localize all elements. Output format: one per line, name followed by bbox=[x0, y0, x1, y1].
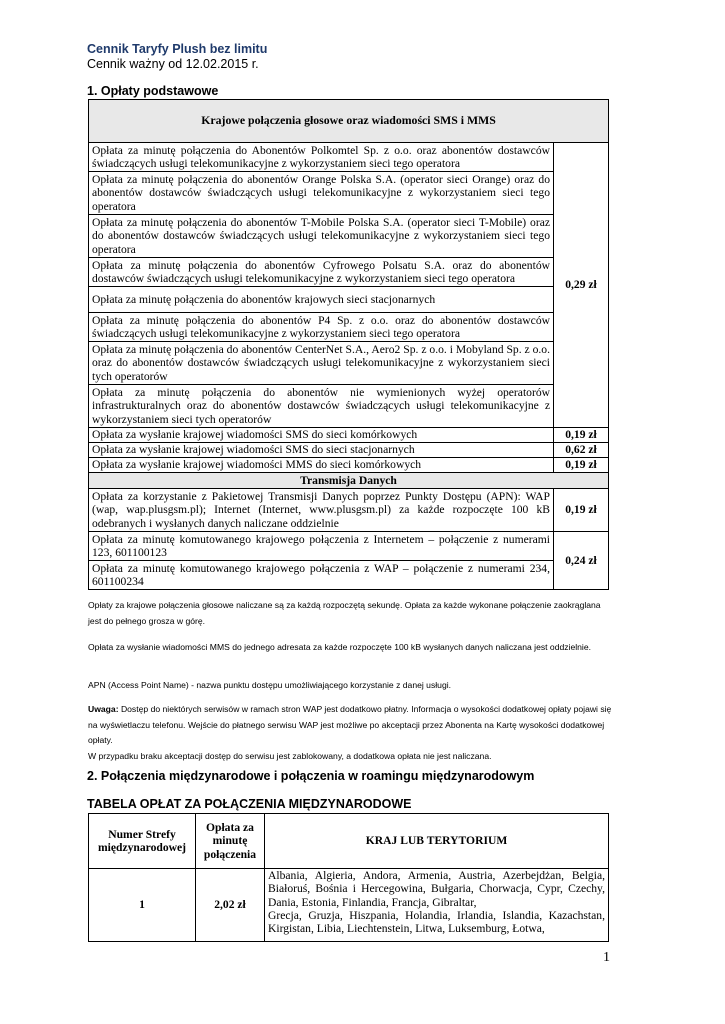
sms-mobile-price: 0,19 zł bbox=[554, 428, 609, 443]
packet-data-row: Opłata za korzystanie z Pakietowej Transmisji Danych poprzez Punkty Dostępu (APN): WAP (wap, wap.plusgsm.pl); Internet (Internet, www.plusgsm.pl) za każde rozpoczęte 100 kB odebranych i wysłanych danych naliczane oddzielnie bbox=[89, 489, 554, 532]
dialup-internet-row: Opłata za minutę komutowanego krajowego połączenia z Internetem – połączenie z numerami 123, 601100123 bbox=[89, 532, 554, 561]
zone-countries-part-1: Albania, Algieria, Andora, Armenia, Austria, Azerbejdżan, Belgia, Białoruś, Bośnia i Hercegowina, Bułgaria, Chorwacja, Cypr, Czechy, Dania, Estonia, Finlandia, Francja, Gibraltar, bbox=[268, 869, 605, 909]
fee-column-header: Opłata za minutę połączenia bbox=[196, 814, 265, 869]
voice-fee-row: Opłata za minutę połączenia do abonentów Cyfrowego Polsatu S.A. oraz do abonentów dostawców świadczących usługi telekomunikacyjne z wykorzystaniem sieci tego operatora bbox=[89, 258, 554, 287]
section2-heading: 2. Połączenia międzynarodowe i połączenia w roamingu międzynarodowym bbox=[87, 769, 535, 783]
sms-fixed-price: 0,62 zł bbox=[554, 443, 609, 458]
sms-mobile-row: Opłata za wysłanie krajowej wiadomości SMS do sieci komórkowych bbox=[89, 428, 554, 443]
dialup-price: 0,24 zł bbox=[554, 532, 609, 590]
data-transmission-header: Transmisja Danych bbox=[89, 473, 609, 489]
voice-fee-row: Opłata za minutę połączenia do abonentów CenterNet S.A., Aero2 Sp. z o.o. i Mobyland Sp. z o.o. oraz do abonentów dostawców świadczących usługi telekomunikacyjne z wykorzystaniem sieci tych operatorów bbox=[89, 342, 554, 385]
voice-price: 0,29 zł bbox=[554, 143, 609, 428]
apn-note: APN (Access Point Name) - nazwa punktu dostępu umożliwiającego korzystanie z danej usługi. bbox=[88, 680, 452, 690]
domestic-table-header: Krajowe połączenia głosowe oraz wiadomości SMS i MMS bbox=[89, 100, 609, 143]
voice-fee-row: Opłata za minutę połączenia do abonentów Orange Polska S.A. (operator sieci Orange) oraz do abonentów dostawców świadczących usługi telekomunikacyjne z wykorzystaniem sieci tego operatora bbox=[89, 172, 554, 215]
country-column-header: KRAJ LUB TERYTORIUM bbox=[265, 814, 609, 869]
voice-fee-row: Opłata za minutę połączenia do abonentów nie wymienionych wyżej operatorów infrastrukturalnych oraz do abonentów dostawców świadczących usługi telekomunikacyjne z wykorzystaniem sieci tych operatorów bbox=[89, 385, 554, 428]
warning-text: Dostęp do niektórych serwisów w ramach stron WAP jest dodatkowo płatny. Informacja o wysokości dodatkowej opłaty pojawi się na wyświetlaczu telefonu. Wejście do płatnego serwisu WAP jest możliwe po akceptacji przez Abonenta na Kartę wysokości dodatkowej opłaty. bbox=[88, 704, 612, 745]
voice-fee-row: Opłata za minutę połączenia do abonentów T-Mobile Polska S.A. (operator sieci T-Mobile) oraz do abonentów dostawców świadczących usługi telekomunikacyjne z wykorzystaniem sieci tego operatora bbox=[89, 215, 554, 258]
sms-fixed-row: Opłata za wysłanie krajowej wiadomości SMS do sieci stacjonarnych bbox=[89, 443, 554, 458]
warning-text-2: W przypadku braku akceptacji dostęp do serwisu jest zablokowany, a dodatkowa opłata nie jest naliczana. bbox=[88, 750, 492, 761]
zone-countries-part-2: Grecja, Gruzja, Hiszpania, Holandia, Irlandia, Islandia, Kazachstan, Kirgistan, Libia, Liechtenstein, Litwa, Luksemburg, Łotwa, bbox=[268, 908, 605, 936]
zone-fee: 2,02 zł bbox=[196, 869, 265, 942]
dialup-wap-row: Opłata za minutę komutowanego krajowego połączenia z WAP – połączenie z numerami 234, 601100234 bbox=[89, 561, 554, 590]
voice-fee-row: Opłata za minutę połączenia do Abonentów Polkomtel Sp. z o.o. oraz abonentów dostawców świadczących usługi telekomunikacyjne z wykorzystaniem sieci tego operatora bbox=[89, 143, 554, 172]
mms-mobile-row: Opłata za wysłanie krajowej wiadomości MMS do sieci komórkowych bbox=[89, 458, 554, 473]
section1-heading: 1. Opłaty podstawowe bbox=[87, 84, 219, 98]
domestic-fees-table bbox=[88, 99, 609, 590]
warning-label: Uwaga: bbox=[88, 704, 119, 714]
zone-number: 1 bbox=[89, 869, 196, 942]
voice-fee-row: Opłata za minutę połączenia do abonentów P4 Sp. z o.o. oraz do abonentów dostawców świadczących usługi telekomunikacyjne z wykorzystaniem sieci tego operatora bbox=[89, 313, 554, 342]
international-table-title: TABELA OPŁAT ZA POŁĄCZENIA MIĘDZYNARODOWE bbox=[87, 797, 412, 811]
packet-data-price: 0,19 zł bbox=[554, 489, 609, 532]
document-title: Cennik Taryfy Plush bez limitu bbox=[87, 42, 268, 56]
warning-note bbox=[88, 702, 616, 764]
page-number: 1 bbox=[603, 950, 610, 965]
zone-column-header: Numer Strefy międzynarodowej bbox=[89, 814, 196, 869]
mms-mobile-price: 0,19 zł bbox=[554, 458, 609, 473]
voice-fee-row: Opłata za minutę połączenia do abonentów krajowych sieci stacjonarnych bbox=[89, 287, 554, 313]
zone-countries bbox=[265, 869, 609, 942]
international-fees-table bbox=[88, 813, 609, 942]
mms-note: Opłata za wysłanie wiadomości MMS do jednego adresata za każde rozpoczęte 100 kB wysłanych danych naliczana jest oddzielnie. bbox=[88, 642, 592, 652]
price-list-validity: Cennik ważny od 12.02.2015 r. bbox=[87, 57, 259, 71]
billing-note: Opłaty za krajowe połączenia głosowe naliczane są za każdą rozpoczętą sekundę. Opłata za każde wykonane połączenie zaokrąglana jest do pełnego grosza w górę. bbox=[88, 600, 601, 626]
